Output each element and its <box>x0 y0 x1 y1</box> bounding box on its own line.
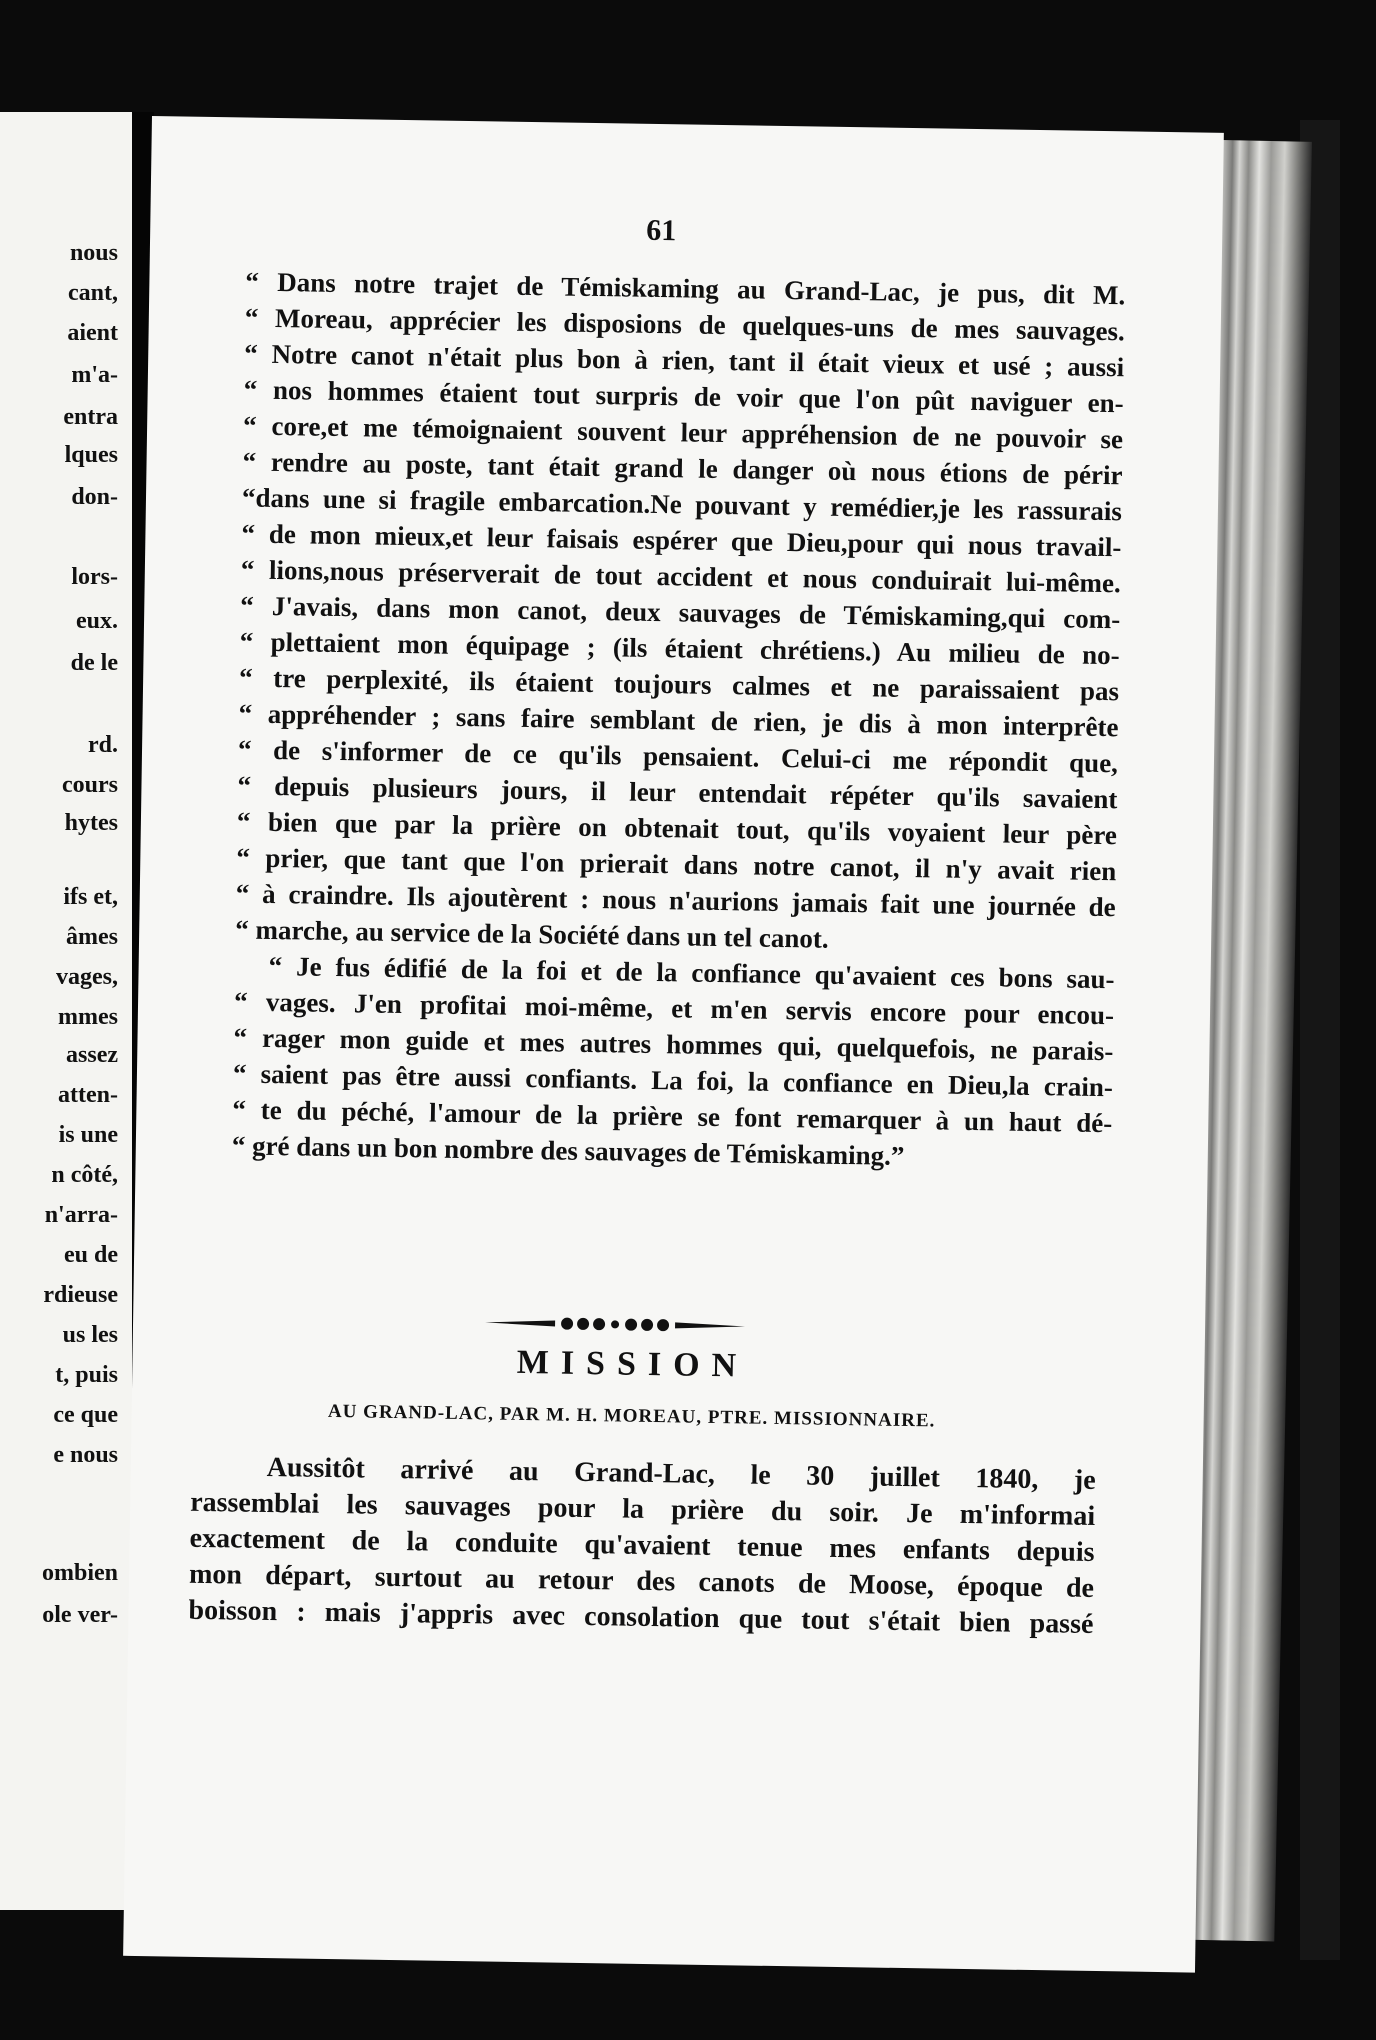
quote-line: “ vages. J'en profitai moi-même, et m'en servis encore pour encou- <box>233 986 1115 1031</box>
left-page-edge <box>0 112 132 1910</box>
left-fragment: lors- <box>71 564 118 590</box>
left-fragment: e nous <box>53 1442 118 1468</box>
quote-line: “ de mon mieux,et leur faisais espérer que Dieu,pour qui nous travail- <box>241 518 1122 563</box>
body-line: mon départ, surtout au retour des canots de Moose, époque de <box>188 1558 1095 1604</box>
left-fragment: us les <box>62 1322 118 1348</box>
section-title: MISSION <box>516 1343 749 1385</box>
quote-line: “ rager mon guide et mes autres hommes qui, quelquefois, ne parais- <box>233 1022 1114 1067</box>
body-line: boisson : mais j'appris avec consolation que tout s'était bien passé <box>188 1594 1094 1640</box>
left-fragment: rdieuse <box>43 1282 118 1308</box>
quote-line: “ J'avais, dans mon canot, deux sauvages de Témiskaming,qui com- <box>240 590 1121 635</box>
left-fragment: aient <box>67 320 118 346</box>
quote-line: “ à craindre. Ils ajoutèrent : nous n'aurions jamais fait une journée de <box>235 878 1116 923</box>
quote-line: “ rendre au poste, tant était grand le danger où nous étions de périr <box>242 446 1123 491</box>
left-fragment: ce que <box>53 1402 118 1428</box>
left-fragment: hytes <box>64 810 118 836</box>
left-fragment: ombien <box>41 1560 118 1586</box>
left-fragment: de le <box>70 650 118 676</box>
left-fragment: n côté, <box>51 1162 118 1188</box>
left-fragment: m'a- <box>71 362 118 388</box>
body-line: exactement de la conduite qu'avaient tenue mes enfants depuis <box>189 1522 1095 1568</box>
left-fragment: is une <box>58 1122 118 1148</box>
quote-line: “ depuis plusieurs jours, il leur entendait répéter qu'ils savaient <box>237 770 1118 815</box>
left-fragment: don- <box>71 484 118 510</box>
left-fragment: lques <box>64 442 118 468</box>
quote-line: “ Notre canot n'était plus bon à rien, tant il était vieux et usé ; aussi <box>244 338 1125 383</box>
quote-line: “ saient pas être aussi confiants. La foi, la confiance en Dieu,la crain- <box>232 1058 1114 1103</box>
left-fragment: ole ver- <box>42 1602 118 1628</box>
quote-line: “ tre perplexité, ils étaient toujours calmes et ne paraissaient pas <box>238 662 1120 707</box>
quote-line: “dans une si fragile embarcation.Ne pouvant y remédier,je les rassurais <box>241 482 1123 527</box>
left-fragment: assez <box>66 1042 118 1068</box>
quote-line: “ bien que par la prière on obtenait tout, qu'ils voyaient leur père <box>236 806 1118 851</box>
left-fragment: âmes <box>66 924 118 950</box>
left-fragment: t, puis <box>55 1362 118 1388</box>
left-fragment: eu de <box>64 1242 118 1268</box>
quote-line: “ Moreau, apprécier les disposions de quelques-uns de mes sauvages. <box>244 302 1125 347</box>
ornament-divider <box>485 1313 745 1335</box>
left-fragment: cant, <box>68 280 118 306</box>
body-line: rassemblai les sauvages pour la prière du soir. Je m'informai <box>189 1486 1096 1532</box>
quote-line: “ te du péché, l'amour de la prière se font remarquer à un haut dé- <box>232 1094 1113 1139</box>
quote-line: “ marche, au service de la Société dans un tel canot. <box>234 914 829 954</box>
left-fragment: eux. <box>76 608 118 634</box>
left-fragment: ifs et, <box>63 884 118 910</box>
quote-line: “ gré dans un bon nombre des sauvages de Témiskaming.” <box>231 1130 905 1171</box>
quote-line: “ de s'informer de ce qu'ils pensaient. Celui-ci me répondit que, <box>237 734 1119 779</box>
quote-line: “ appréhender ; sans faire semblant de rien, je dis à mon interprête <box>238 698 1119 743</box>
quote-line: “ core,et me témoignaient souvent leur appréhension de ne pouvoir se <box>242 410 1124 455</box>
quote-line: “ plettaient mon équipage ; (ils étaient chrétiens.) Au milieu de no- <box>239 626 1120 671</box>
quote-line: “ nos hommes étaient tout surpris de voir que l'on pût naviguer en- <box>243 374 1124 419</box>
page-number: 61 <box>646 213 677 248</box>
left-fragment: rd. <box>88 732 118 758</box>
left-fragment: entra <box>63 404 118 430</box>
quote-line: “ prier, que tant que l'on prierait dans notre canot, il n'y avait rien <box>236 842 1117 887</box>
quote-line: “ lions,nous préserverait de tout accident et nous conduirait lui-même. <box>240 554 1122 599</box>
left-fragment: nous <box>69 240 118 266</box>
left-fragment: n'arra- <box>44 1202 118 1228</box>
left-fragment: atten- <box>58 1082 118 1108</box>
section-subtitle: AU GRAND-LAC, PAR M. H. MOREAU, PTRE. MISSIONNAIRE. <box>327 1400 936 1432</box>
left-fragment: cours <box>62 772 118 798</box>
left-fragment: vages, <box>56 964 118 990</box>
quote-line: “ Dans notre trajet de Témiskaming au Grand-Lac, je pus, dit M. <box>245 266 1126 311</box>
left-fragment: mmes <box>58 1004 118 1030</box>
body-line: Aussitôt arrivé au Grand-Lac, le 30 juillet 1840, je <box>266 1451 1096 1496</box>
quote-line: “ Je fus édifié de la foi et de la confiance qu'avaient ces bons sau- <box>268 950 1115 995</box>
book-page <box>123 116 1224 1973</box>
